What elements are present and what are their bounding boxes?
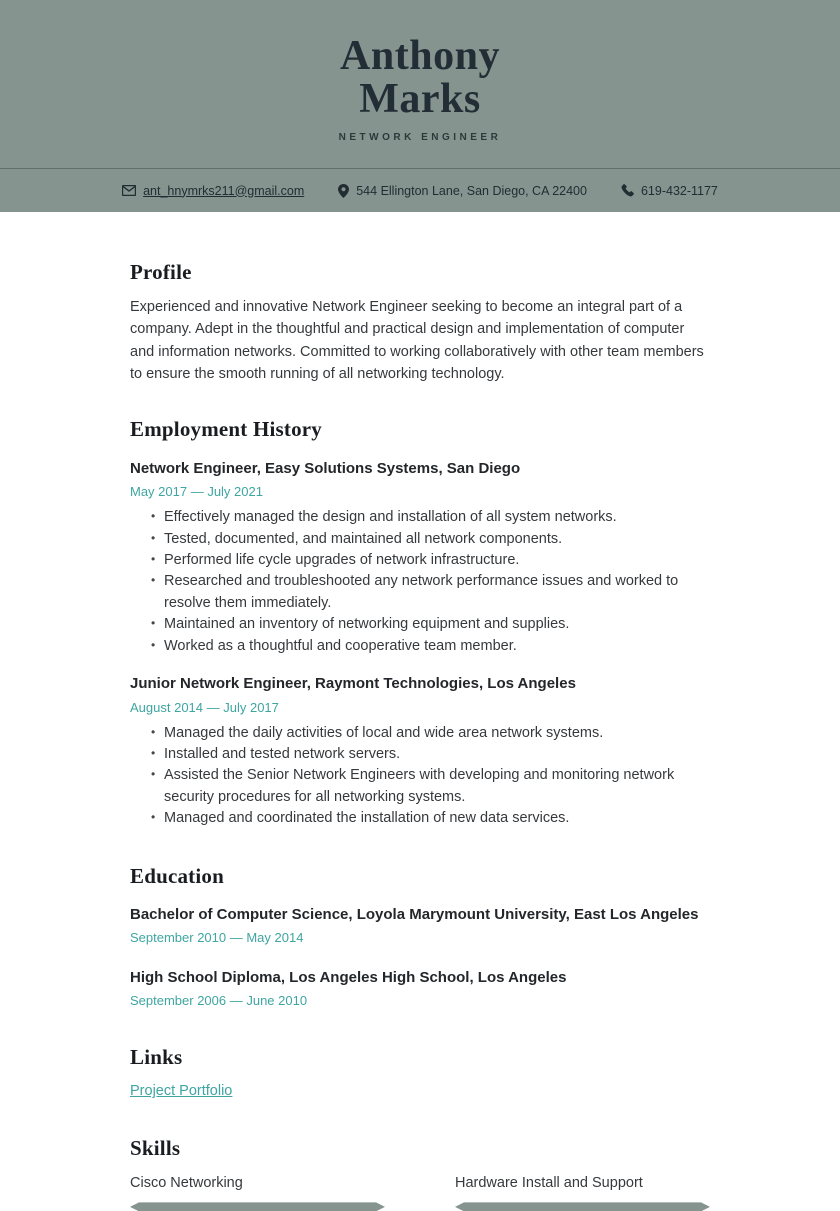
links-section [130,1045,710,1100]
contact-address [338,184,587,198]
job-bullet: • Managed the daily activities of local and wide area network systems. [164,723,710,744]
job-entry [130,459,710,657]
skills-heading: Skills [130,1136,181,1161]
portfolio-link[interactable]: Project Portfolio [130,1083,233,1100]
job-dates: August 2014 — July 2017 [130,699,279,715]
email-link[interactable]: ant_hnymrks211@gmail.com [143,183,305,198]
education-dates: September 2006 — June 2010 [130,993,308,1009]
job-bullet: • Assisted the Senior Network Engineers with developing and monitoring network security procedures for all networking systems. [164,765,710,808]
resume-body [0,260,840,1211]
resume-header [0,0,840,168]
address-text: 544 Ellington Lane, San Diego, CA 22400 [356,183,587,198]
education-dates: September 2010 — May 2014 [130,930,304,946]
phone-icon [621,184,634,197]
employment-heading: Employment History [130,416,323,441]
education-heading: Education [130,863,224,888]
contact-phone [621,184,718,198]
phone-text: 619-432-1177 [640,183,718,198]
skill-bar-fill [130,1202,385,1211]
skill-label: Cisco Networking [130,1175,243,1192]
profile-section [130,260,710,386]
job-bullet: • Managed and coordinated the installation of new data services. [164,808,710,829]
job-bullet: • Installed and tested network servers. [164,744,710,765]
contact-email [122,184,304,198]
education-section [130,864,710,1009]
job-title: Junior Network Engineer, Raymont Technologies, Los Angeles [130,675,576,693]
education-title: High School Diploma, Los Angeles High School, Los Angeles [130,969,567,987]
location-pin-icon [338,184,349,198]
job-entry [130,674,710,830]
skill-bar [455,1202,710,1211]
candidate-name: Anthony Marks [340,32,500,122]
skill-bar [130,1202,385,1211]
candidate-role: NETWORK ENGINEER [338,132,502,144]
skill-entry [455,1175,710,1211]
skill-bar-fill [455,1202,710,1211]
contact-bar [0,168,840,212]
education-entry [130,968,710,1008]
job-bullet-list [130,507,710,657]
job-bullet: • Effectively managed the design and installation of all system networks. [164,507,710,528]
job-bullet: • Researched and troubleshooted any network performance issues and worked to resolve them immediately. [164,571,710,614]
job-bullet-list [130,723,710,830]
employment-section [130,417,710,830]
job-bullet: • Worked as a thoughtful and cooperative team member. [164,636,710,657]
profile-heading: Profile [130,260,192,284]
job-bullet: • Tested, documented, and maintained all network components. [164,529,710,550]
job-dates: May 2017 — July 2021 [130,484,263,500]
skill-entry [130,1175,385,1211]
profile-text: Experienced and innovative Network Engineer seeking to become an integral part of a company. Adept in the thoughtful and practical design and implementation of computer and information networks. Committed to working collaboratively with other team members to ensure the smooth running of all networking technology. [130,299,704,383]
skills-grid [130,1175,710,1211]
job-bullet: • Maintained an inventory of networking equipment and supplies. [164,614,710,635]
skills-section [130,1136,710,1211]
job-bullet: • Performed life cycle upgrades of network infrastructure. [164,550,710,571]
envelope-icon [122,185,136,196]
education-title: Bachelor of Computer Science, Loyola Marymount University, East Los Angeles [130,905,699,923]
links-heading: Links [130,1045,183,1070]
education-entry [130,905,710,945]
skill-label: Hardware Install and Support [455,1175,643,1192]
job-title: Network Engineer, Easy Solutions Systems, San Diego [130,459,521,477]
